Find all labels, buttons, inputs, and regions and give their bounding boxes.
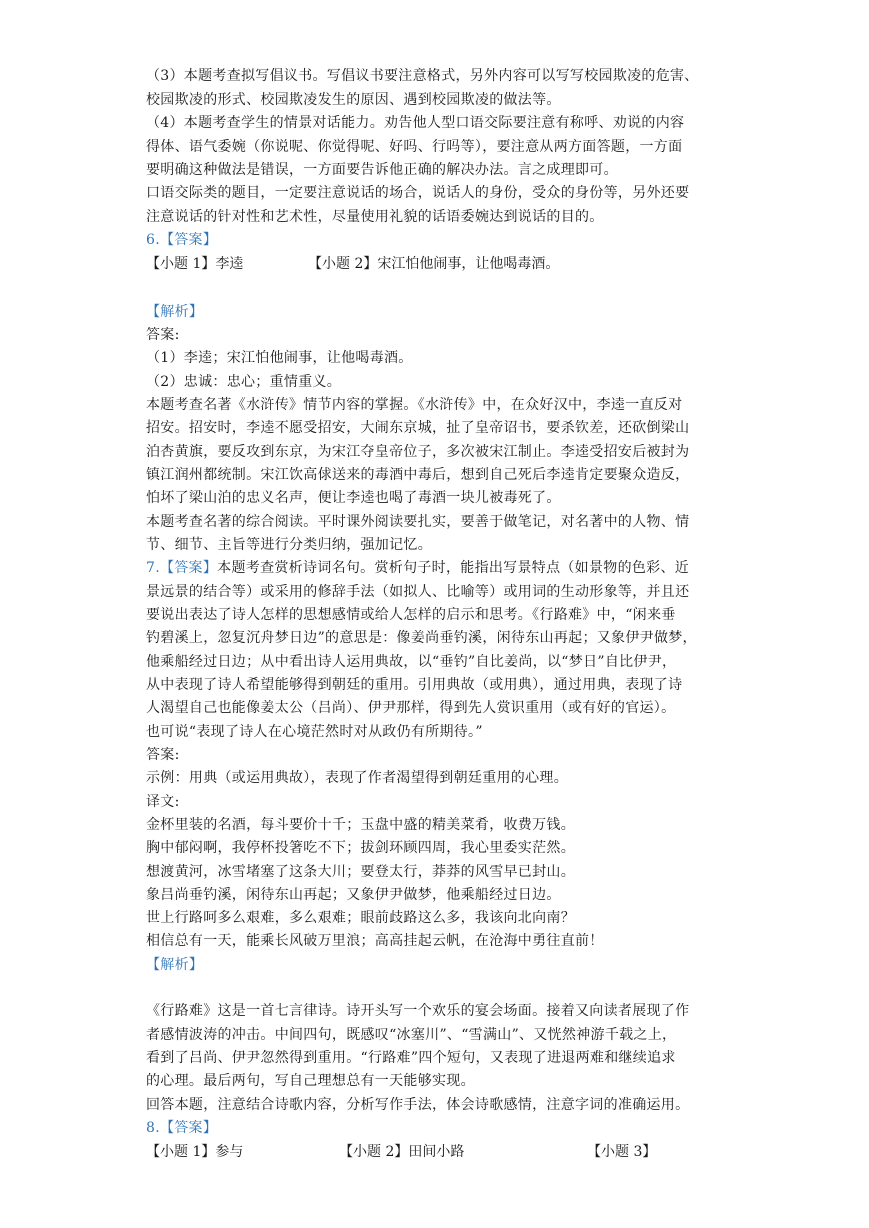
text-line: 景远景的结合等）或采用的修辞手法（如拟人、比喻等）或用词的生动形象等，并且还 <box>146 584 690 600</box>
text-line: 回答本题，注意结合诗歌内容，分析写作手法，体会诗歌感情，注意字词的准确运用。 <box>146 1097 690 1113</box>
text-line: 镇江润州都统制。宋江饮高俅送来的毒酒中毒后，想到自己死后李逵肯定要聚众造反， <box>146 467 690 483</box>
text-line: 校园欺凌的形式、校园欺凌发生的原因、遇到校园欺凌的做法等。 <box>146 92 561 108</box>
q8-sub2: 【小题 2】田间小路 <box>339 1144 465 1160</box>
text-line: 怕坏了梁山泊的忠义名声，便让李逵也喝了毒酒一块儿被毒死了。 <box>146 490 561 506</box>
q7-first-line-text: 本题考查赏析诗词名句。赏析句子时，能指出写景特点（如景物的色彩、近 <box>217 560 690 576</box>
q7-analysis-header: 【解析】 <box>146 957 204 973</box>
q8-answer-header: 8.【答案】 <box>146 1120 218 1136</box>
q8-sub3: 【小题 3】 <box>587 1144 657 1160</box>
text-line: 钓碧溪上，忽复沉舟梦日边”的意思是：像姜尚垂钓溪，闲待东山再起；又象伊尹做梦， <box>146 630 697 646</box>
q6-sub1: 【小题 1】李逵 <box>146 256 244 272</box>
q7-answer-header: 7.【答案】 <box>146 560 218 576</box>
text-line: 他乘船经过日边；从中看出诗人运用典故，以“垂钓”自比姜尚，以“梦日”自比伊尹， <box>146 654 677 670</box>
text-line: 要说出表达了诗人怎样的思想感情或给人怎样的启示和思考。《行路难》中，“闲来垂 <box>146 607 676 623</box>
text-line: 本题考查名著《水浒传》情节内容的掌握。《水浒传》中，在众好汉中，李逵一直反对 <box>146 397 683 413</box>
text-line: 《行路难》这是一首七言律诗。诗开头写一个欢乐的宴会场面。接着又向读者展现了作 <box>146 1003 690 1019</box>
text-line: 招安。招安时，李逵不愿受招安，大闹东京城，扯了皇帝诏书，要杀钦差，还砍倒梁山 <box>146 420 690 436</box>
text-line: 想渡黄河，冰雪堵塞了这条大川；要登太行，莽莽的风雪早已封山。 <box>146 864 575 880</box>
text-line: 象吕尚垂钓溪，闲待东山再起；又象伊尹做梦，他乘船经过日边。 <box>146 887 561 903</box>
text-line: 金杯里装的名酒，每斗要价十千；玉盘中盛的精美菜肴，收费万钱。 <box>146 817 575 833</box>
text-line: 节、细节、主旨等进行分类归纳，强加记忆。 <box>146 537 432 553</box>
q6-subanswers <box>146 252 736 276</box>
text-line: 世上行路呵多么艰难，多么艰难；眼前歧路这么多，我该向北向南？ <box>146 910 575 926</box>
text-line: 要明确这种做法是错误，一方面要告诉他正确的解决办法。言之成理即可。 <box>146 162 618 178</box>
text-line: （1）李逵；宋江怕他闹事，让他喝毒酒。 <box>146 350 413 366</box>
text-line: 本题考查名著的综合阅读。平时课外阅读要扎实，要善于做笔记，对名著中的人物、情 <box>146 514 690 530</box>
text-line: 从中表现了诗人希望能够得到朝廷的重用。引用典故（或用典），通过用典，表现了诗 <box>146 677 683 693</box>
text-line: 泊杏黄旗，要反攻到东京，为宋江夺皇帝位子，多次被宋江制止。李逵受招安后被封为 <box>146 444 690 460</box>
text-line: 答案: <box>146 327 180 343</box>
text-line: （3）本题考查拟写倡议书。写倡议书要注意格式，另外内容可以写写校园欺凌的危害、 <box>146 68 699 84</box>
text-line: （4）本题考查学生的情景对话能力。劝告他人型口语交际要注意有称呼、劝说的内容 <box>146 115 685 131</box>
text-line: 也可说“表现了诗人在心境茫然时对从政仍有所期待。” <box>146 724 483 740</box>
text-line: 人渴望自己也能像姜太公（吕尚）、伊尹那样，得到先人赏识重用（或有好的官运）。 <box>146 700 676 716</box>
text-line: 胸中郁闷啊，我停杯投箸吃不下；拔剑环顾四周，我心里委实茫然。 <box>146 840 575 856</box>
q6-answer-header: 6.【答案】 <box>146 232 218 248</box>
text-line: （2）忠诚：忠心；重情重义。 <box>146 374 342 390</box>
q6-analysis-header: 【解析】 <box>146 304 204 320</box>
text-line: 者感情波涛的冲击。中间四句，既感叹“冰塞川”、“雪满山”、又恍然神游千载之上， <box>146 1027 677 1043</box>
q8-sub1: 【小题 1】参与 <box>146 1144 244 1160</box>
text-line: 口语交际类的题目，一定要注意说话的场合，说话人的身份，受众的身份等，另外还要 <box>146 185 690 201</box>
text-line: 答案: <box>146 747 180 763</box>
text-line: 译文: <box>146 794 180 810</box>
text-line: 看到了吕尚、伊尹忽然得到重用。“行路难”四个短句，又表现了进退两难和继续追求 <box>146 1050 676 1066</box>
text-line: 得体、语气委婉（你说呢、你觉得呢、好吗、行吗等），要注意从两方面答题，一方面 <box>146 139 683 155</box>
q8-subanswers <box>146 1140 736 1164</box>
text-line: 示例：用典（或运用典故），表现了作者渴望得到朝廷重用的心理。 <box>146 770 568 786</box>
q6-sub2: 【小题 2】宋江怕他闹事，让他喝毒酒。 <box>308 256 560 272</box>
text-line: 注意说话的针对性和艺术性，尽量使用礼貌的话语委婉达到说话的目的。 <box>146 209 604 225</box>
q7-first-line <box>146 556 736 580</box>
text-line: 的心理。最后两句，写自己理想总有一天能够实现。 <box>146 1073 475 1089</box>
text-line: 相信总有一天，能乘长风破万里浪；高高挂起云帆，在沧海中勇往直前！ <box>146 933 604 949</box>
